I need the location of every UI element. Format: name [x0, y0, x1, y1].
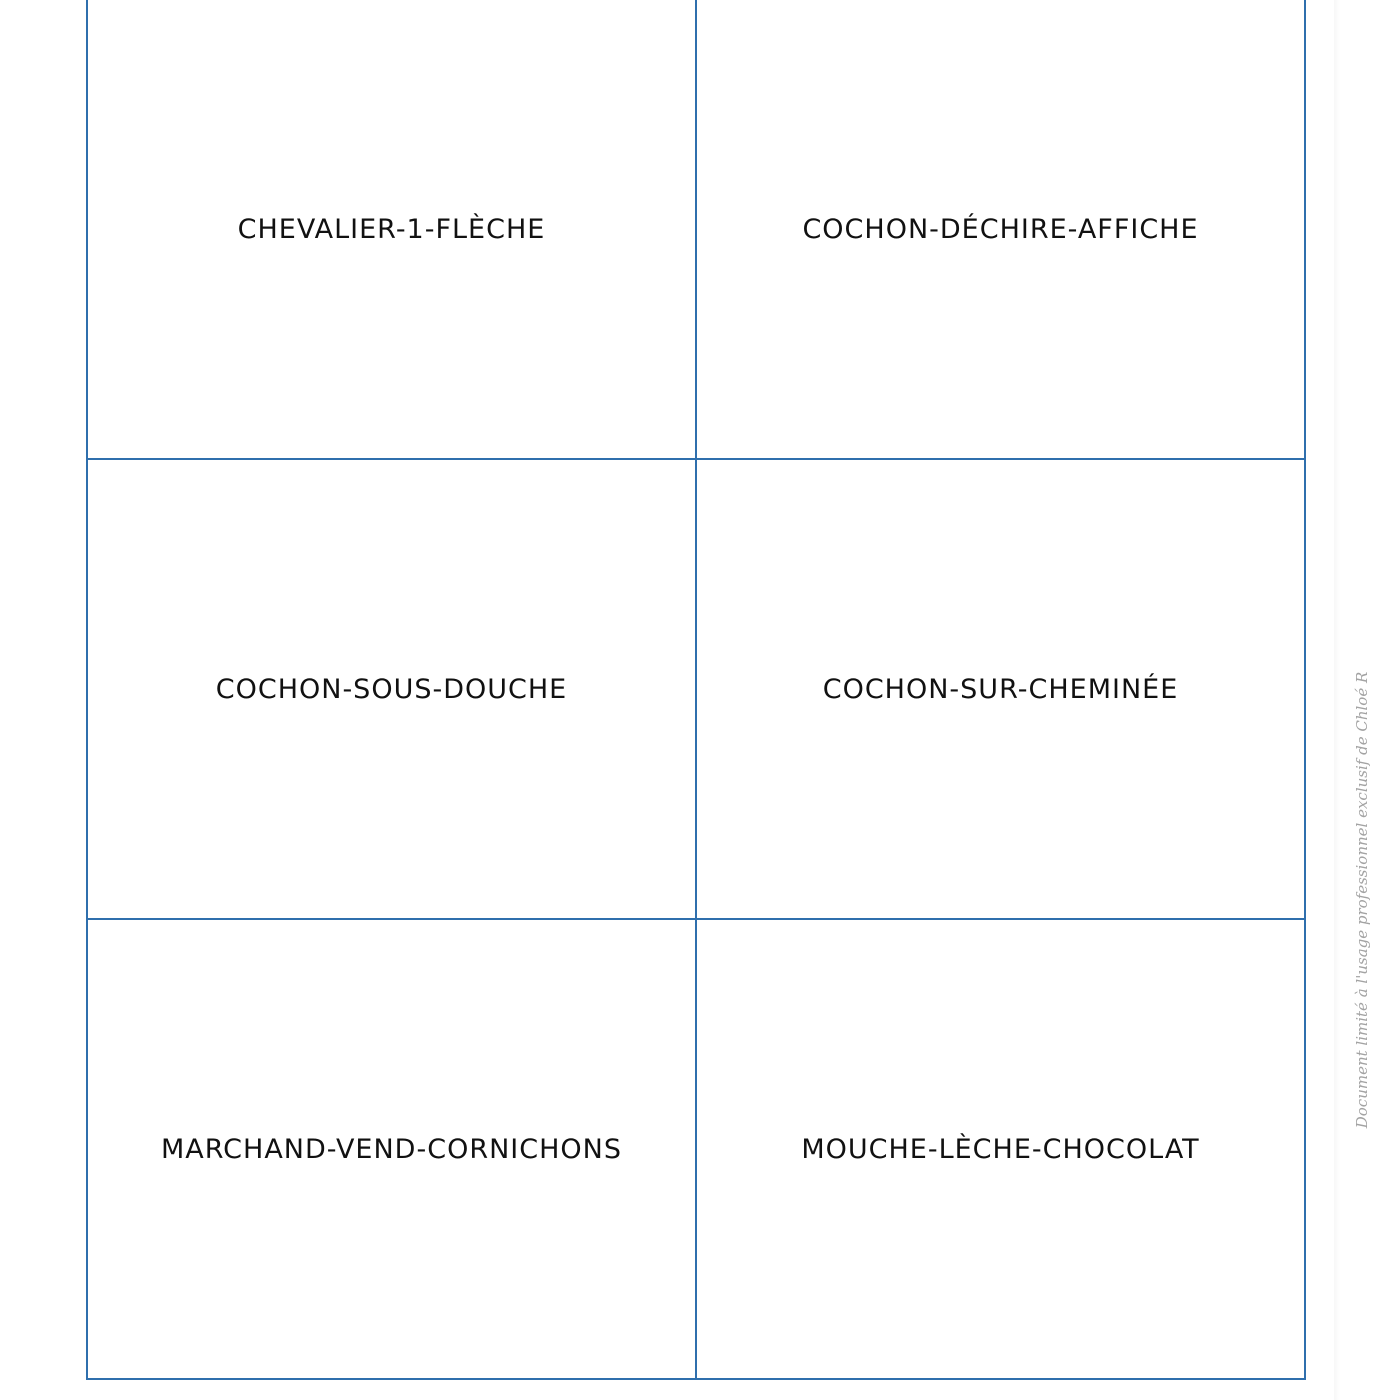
- card: [88, 920, 697, 1380]
- card: [697, 0, 1306, 460]
- card: [88, 0, 697, 460]
- page-edge-shadow: [1334, 0, 1340, 1400]
- card-label: COCHON-SUR-CHEMINÉE: [822, 673, 1179, 705]
- card-grid: [86, 0, 1306, 1380]
- card: [697, 920, 1306, 1380]
- card-label: COCHON-DÉCHIRE-AFFICHE: [802, 213, 1199, 245]
- card-label: MOUCHE-LÈCHE-CHOCOLAT: [801, 1133, 1200, 1165]
- card: [88, 460, 697, 920]
- card: [697, 460, 1306, 920]
- card-label: MARCHAND-VEND-CORNICHONS: [161, 1133, 622, 1165]
- usage-watermark: Document limité à l'usage professionnel exclusif de Chloé R: [1353, 671, 1371, 1129]
- card-label: COCHON-SOUS-DOUCHE: [215, 673, 568, 705]
- card-label: CHEVALIER-1-FLÈCHE: [237, 213, 546, 245]
